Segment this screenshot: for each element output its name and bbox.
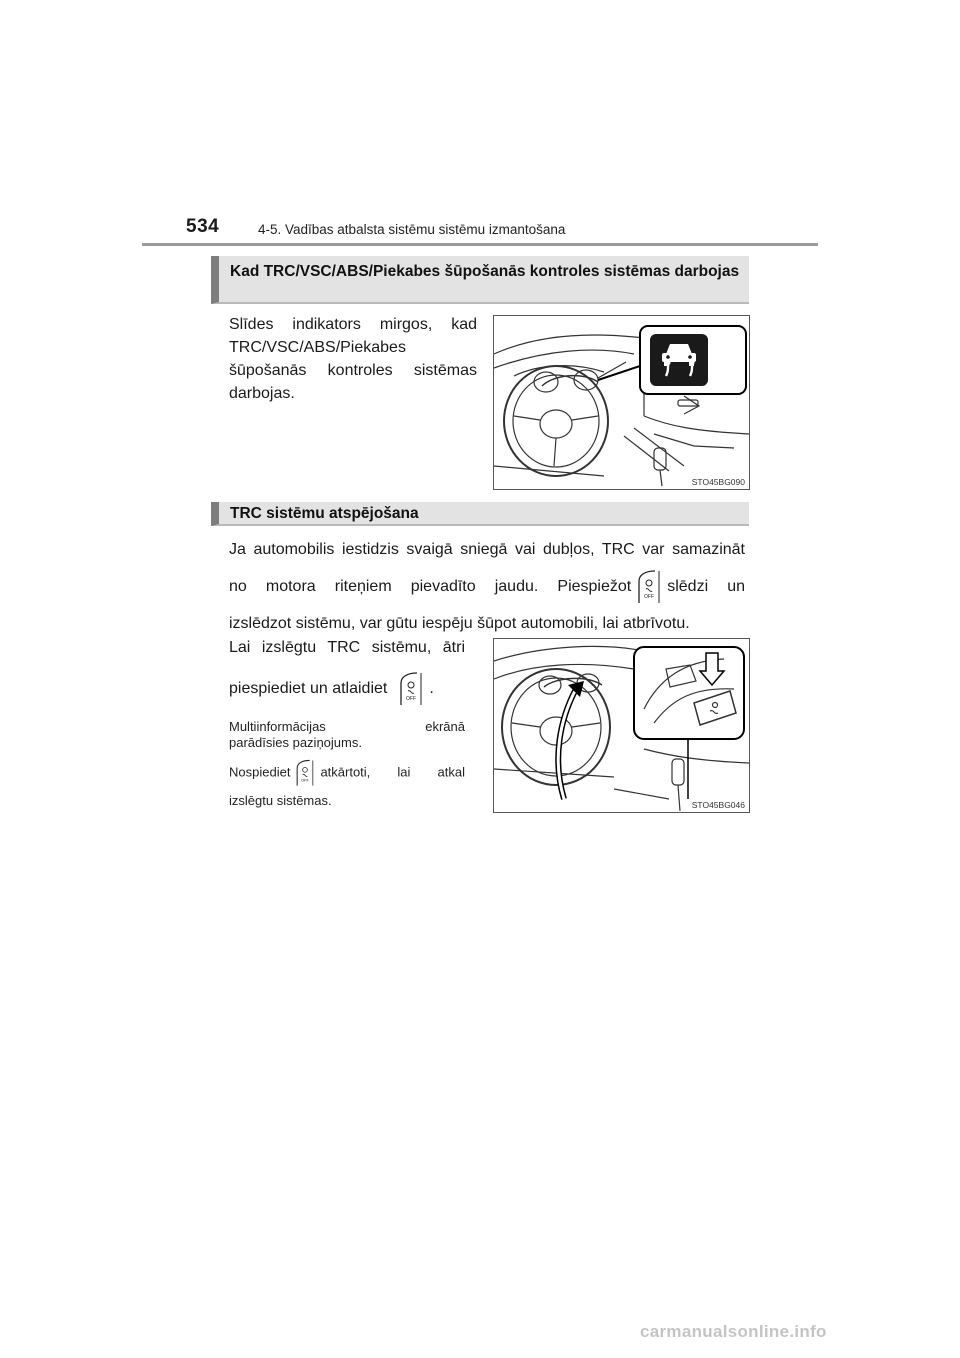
slip-indicator-icon bbox=[650, 334, 708, 386]
vsc-off-switch-icon bbox=[397, 669, 425, 709]
chapter-title: 4-5. Vadības atbalsta sistēmu sistēmu izmantošana bbox=[258, 222, 566, 237]
section2-line: izslēdzot sistēmu, var gūtu iespēju šūpot automobili, lai atbrīvotu. bbox=[229, 615, 690, 632]
switch-location-illustration bbox=[494, 639, 750, 813]
section2-line-part: slēdzi un bbox=[667, 578, 745, 596]
svg-text:OFF: OFF bbox=[301, 777, 310, 783]
svg-text:OFF: OFF bbox=[644, 594, 655, 600]
figure-code: STO45BG090 bbox=[691, 477, 745, 487]
section1-line: Slīdes indikators mirgos, kad bbox=[229, 316, 477, 333]
step-line bbox=[229, 669, 465, 709]
section2-line-part: no motora riteņiem pievadīto jaudu. Piespiežot bbox=[229, 578, 632, 596]
step-line-part: piespiediet un atlaidiet bbox=[229, 680, 388, 698]
svg-text:OFF: OFF bbox=[406, 696, 417, 702]
vsc-off-switch-icon bbox=[635, 567, 663, 607]
step-line: Lai izslēgtu TRC sistēmu, ātri bbox=[229, 639, 465, 656]
figure-slip-indicator-dashboard bbox=[493, 315, 750, 490]
callout-box bbox=[634, 647, 744, 739]
note-line-part: atkārtoti, lai atkal bbox=[320, 764, 465, 780]
note-message bbox=[229, 719, 465, 751]
note-line: parādīsies paziņojums. bbox=[229, 735, 362, 750]
section2-steps bbox=[229, 636, 465, 809]
dashboard-illustration bbox=[494, 316, 750, 490]
note-line: izslēgtu sistēmas. bbox=[229, 793, 332, 808]
section1-line: šūpošanās kontroles sistēmas bbox=[229, 362, 477, 379]
note-line-part: Nospiediet bbox=[229, 764, 291, 780]
figure-vsc-off-switch bbox=[493, 638, 750, 813]
step-line-part: . bbox=[429, 680, 434, 698]
section2-paragraph bbox=[229, 533, 745, 641]
page-number: 534 bbox=[186, 216, 220, 237]
section1-line: TRC/VSC/ABS/Piekabes bbox=[229, 339, 406, 356]
watermark: carmanualsonline.info bbox=[640, 1322, 827, 1341]
section2-line bbox=[229, 567, 745, 607]
figure-code: STO45BG046 bbox=[691, 800, 745, 810]
section-heading-trc-disable: TRC sistēmu atspējošana bbox=[211, 502, 749, 526]
section1-paragraph bbox=[229, 313, 477, 405]
section2-line: Ja automobilis iestidzis svaigā sniegā vai dubļos, TRC var samazināt bbox=[229, 541, 745, 558]
vsc-off-switch-icon bbox=[294, 757, 316, 789]
section-heading-trc-operating: Kad TRC/VSC/ABS/Piekabes šūpošanās kontroles sistēmas darbojas bbox=[211, 256, 749, 304]
note-repeat bbox=[229, 757, 465, 809]
section1-line: darbojas. bbox=[229, 385, 295, 402]
header-divider bbox=[142, 243, 818, 246]
note-line: Multiinformācijas ekrānā bbox=[229, 719, 465, 734]
note-line bbox=[229, 757, 465, 789]
